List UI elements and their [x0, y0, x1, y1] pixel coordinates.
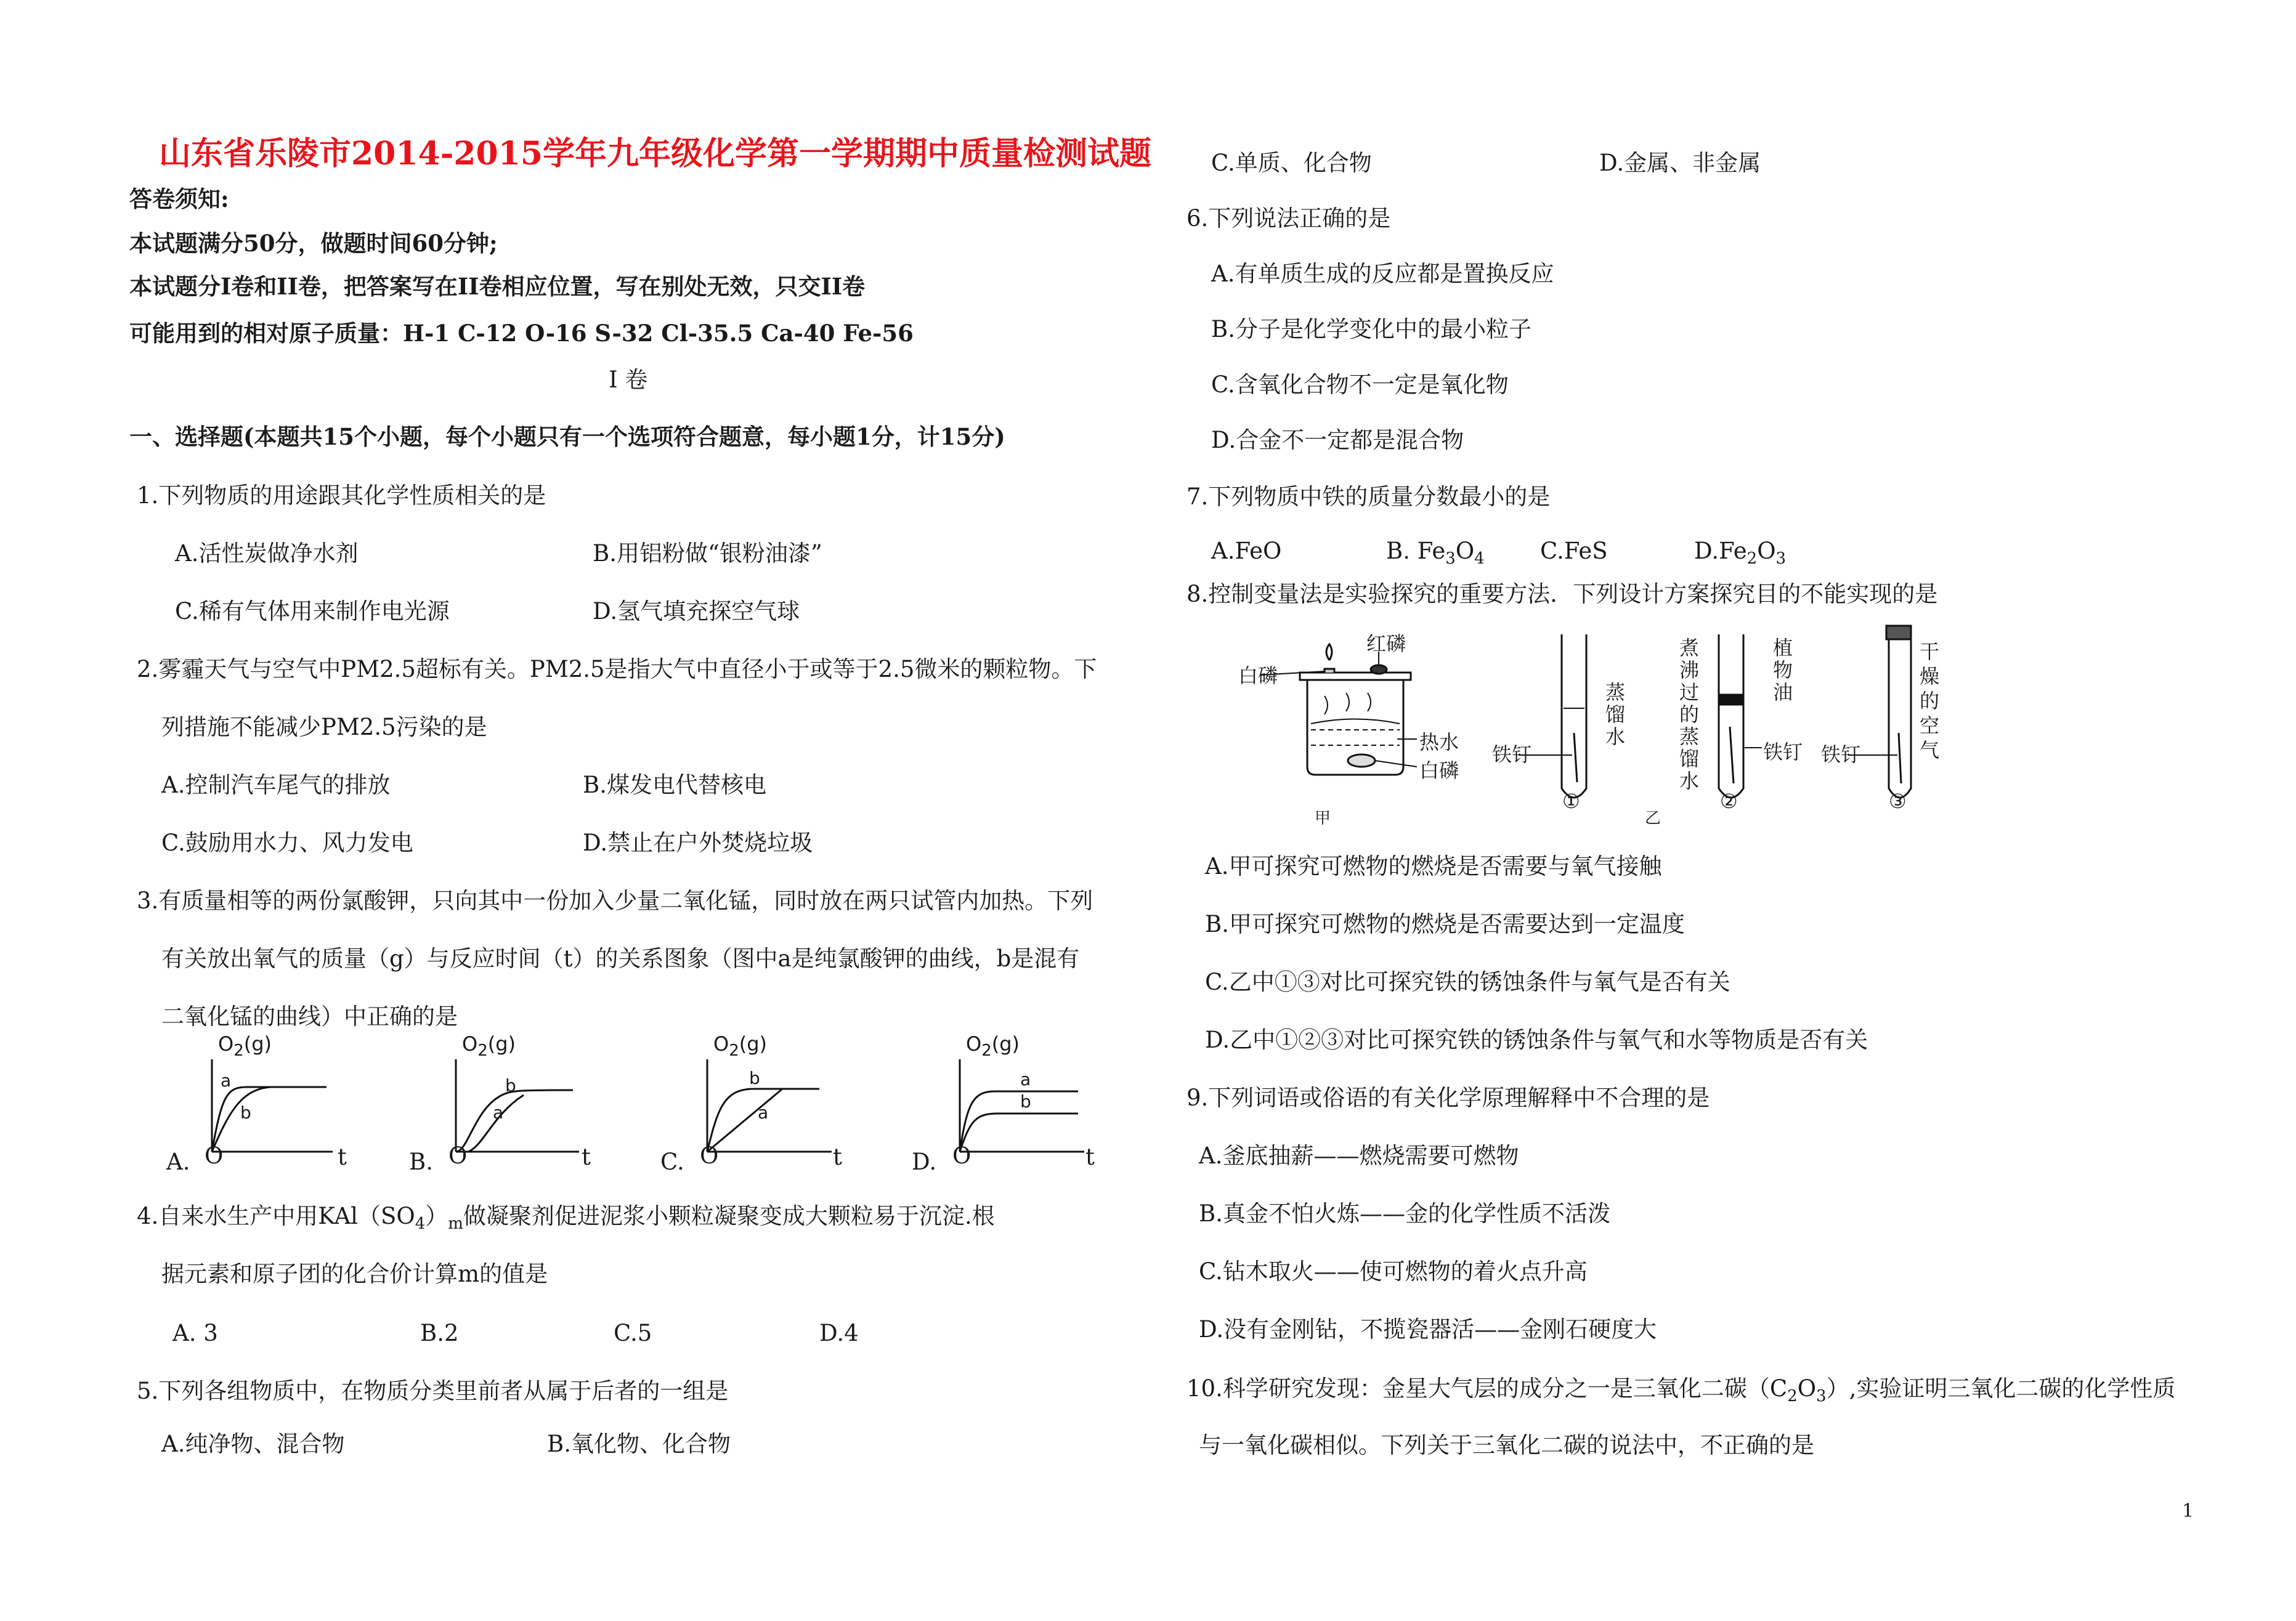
graph-b-origin: O [448, 1142, 468, 1169]
graph-c [707, 1059, 832, 1152]
fig-label-white-p: 白磷 [1238, 664, 1278, 687]
graph-a-origin: O [205, 1142, 224, 1169]
graph-a-curve-top: a [221, 1070, 232, 1091]
graph-b-y-label: $O_2(g)$ [462, 1032, 516, 1060]
notice-line-1: 本试题满分50分，做题时间60分钟; [129, 230, 498, 257]
graph-a-x-label: t [338, 1144, 347, 1170]
q4-option-d: D.4 [819, 1320, 859, 1346]
graph-b-curve-top: b [505, 1075, 516, 1096]
q1-stem: 1.下列物质的用途跟其化学性质相关的是 [137, 482, 546, 509]
page-title: 山东省乐陵市2014-2015学年九年级化学第一学期期中质量检测试题 [159, 135, 1152, 172]
q1-option-c: C.稀有气体用来制作电光源 [175, 598, 450, 625]
q2-option-a: A.控制汽车尾气的排放 [161, 772, 391, 798]
graph-d-curve-top: a [1020, 1069, 1031, 1089]
q9-stem: 9.下列词语或俗语的有关化学原理解释中不合理的是 [1187, 1085, 1710, 1111]
q6-option-b: B.分子是化学变化中的最小粒子 [1211, 316, 1531, 342]
section-title: 一、选择题(本题共15个小题，每个小题只有一个选项符合题意，每小题1分，计15分) [129, 423, 1005, 450]
q9-option-a: A.釜底抽薪——燃烧需要可燃物 [1199, 1142, 1519, 1169]
q6-stem: 6.下列说法正确的是 [1187, 205, 1391, 232]
q4-stem-line1: 4.自来水生产中用$KAl(SO_4)_m$做凝聚剂促进泥浆小颗粒凝聚变成大颗粒易于沉淀.根 [137, 1203, 995, 1233]
part-title: I 卷 [609, 366, 648, 393]
fig-label-num-3: ③ [1889, 790, 1907, 813]
q10-stem-line2: 与一氧化碳相似。下列关于三氧化二碳的说法中，不正确的是 [1199, 1432, 1814, 1458]
fig-label-jia: 甲 [1315, 809, 1331, 828]
fig-label-nail-1: 铁钉 [1492, 743, 1532, 766]
q5-option-d: D.金属、非金属 [1599, 150, 1761, 176]
q4-option-a: A. 3 [172, 1320, 218, 1346]
notice-line-2: 本试题分I卷和II卷，把答案写在II卷相应位置，写在别处无效，只交II卷 [129, 273, 866, 300]
graph-d-origin: O [952, 1142, 972, 1169]
q5-option-a: A.纯净物、混合物 [161, 1431, 345, 1457]
page-number: 1 [2182, 1500, 2194, 1522]
tube-2 [1719, 634, 1762, 798]
fig-label-num-2: ② [1720, 790, 1738, 813]
graph-b [456, 1059, 579, 1152]
notice-line-3: 可能用到的相对原子质量：H-1 C-12 O-16 S-32 Cl-35.5 Ca-40 Fe-56 [129, 320, 914, 347]
graph-b-option: B. [409, 1149, 433, 1175]
fig-label-red-p: 红磷 [1366, 632, 1406, 655]
q7-stem: 7.下列物质中铁的质量分数最小的是 [1187, 483, 1551, 510]
q4-stem-line2: 据元素和原子团的化合价计算m的值是 [161, 1261, 548, 1287]
graph-b-x-label: t [582, 1144, 591, 1170]
q2-stem-line2: 列措施不能减少PM2.5污染的是 [161, 714, 487, 740]
q4-option-c: C.5 [614, 1320, 652, 1346]
q1-option-d: D.氢气填充探空气球 [593, 598, 800, 625]
graph-c-y-label: $O_2(g)$ [713, 1032, 768, 1060]
graph-d-option: D. [912, 1149, 937, 1175]
q2-option-d: D.禁止在户外焚烧垃圾 [583, 830, 813, 856]
fig-label-hot-water: 热水 [1419, 730, 1459, 754]
fig-label-boiled-water: 煮 沸 过 的 蒸 馏 水 [1679, 636, 1700, 793]
q9-option-b: B.真金不怕火炼——金的化学性质不活泼 [1199, 1200, 1610, 1227]
graph-d-curve-bottom: b [1020, 1091, 1031, 1112]
q7-option-a: A.FeO [1211, 538, 1282, 564]
beaker-jia [1260, 644, 1417, 775]
graph-c-origin: O [700, 1142, 719, 1169]
q6-option-a: A.有单质生成的反应都是置换反应 [1211, 261, 1554, 287]
q5-stem: 5.下列各组物质中，在物质分类里前者从属于后者的一组是 [137, 1378, 729, 1404]
q8-stem: 8.控制变量法是实验探究的重要方法．下列设计方案探究目的不能实现的是 [1187, 581, 1938, 607]
q8-option-a: A.甲可探究可燃物的燃烧是否需要与氧气接触 [1205, 853, 1662, 879]
q6-option-d: D.合金不一定都是混合物 [1211, 427, 1464, 453]
graph-a-y-label: $O_2(g)$ [218, 1032, 272, 1060]
tube-1 [1519, 634, 1586, 798]
graph-c-x-label: t [833, 1144, 842, 1170]
fig-label-white-p-2: 白磷 [1419, 759, 1459, 782]
tube-3 [1848, 626, 1911, 798]
q5-option-c: C.单质、化合物 [1211, 150, 1372, 176]
q3-stem-line3: 二氧化锰的曲线）中正确的是 [161, 1003, 458, 1030]
fig-label-num-1: ① [1562, 790, 1580, 813]
fig-label-nail-2: 铁钉 [1763, 740, 1803, 764]
q2-option-b: B.煤发电代替核电 [583, 772, 766, 798]
q1-option-a: A.活性炭做净水剂 [175, 540, 359, 567]
q3-stem-line1: 3.有质量相等的两份氯酸钾，只向其中一份加入少量二氧化锰，同时放在两只试管内加热。下列 [137, 887, 1093, 914]
q3-stem-line2: 有关放出氧气的质量（g）与反应时间（t）的关系图象（图中a是纯氯酸钾的曲线，b是混有 [161, 945, 1080, 972]
fig-label-nail-3: 铁钉 [1821, 743, 1861, 766]
graph-d-x-label: t [1085, 1144, 1095, 1170]
q9-option-c: C.钻木取火——使可燃物的着火点升高 [1199, 1258, 1588, 1285]
q2-stem-line1: 2.雾霾天气与空气中PM2.5超标有关。PM2.5是指大气中直径小于或等于2.5微米的颗粒物。下 [137, 656, 1097, 682]
graph-d-y-label: $O_2(g)$ [966, 1032, 1020, 1060]
graph-a-curve-bottom: b [240, 1102, 251, 1123]
graph-a-option: A. [166, 1149, 190, 1175]
notice-label: 答卷须知: [129, 185, 229, 212]
graph-b-curve-bottom: a [493, 1102, 504, 1123]
graph-c-curve-top: b [749, 1068, 760, 1088]
q7-option-c: C.FeS [1540, 538, 1608, 564]
q10-stem-line1: 10.科学研究发现：金星大气层的成分之一是三氧化二碳$(C_2O_3)$,实验证明三氧化二碳的化学性质 [1187, 1375, 2176, 1405]
fig-label-yi: 乙 [1645, 809, 1661, 828]
q7-option-d: $D.Fe_2O_3$ [1694, 538, 1787, 568]
q2-option-c: C.鼓励用水力、风力发电 [161, 830, 413, 856]
q4-option-b: B.2 [420, 1320, 459, 1346]
graph-c-curve-bottom: a [758, 1102, 769, 1123]
q5-option-b: B.氧化物、化合物 [547, 1431, 731, 1457]
q8-option-d: D.乙中①②③对比可探究铁的锈蚀条件与氧气和水等物质是否有关 [1205, 1027, 1868, 1053]
q8-option-c: C.乙中①③对比可探究铁的锈蚀条件与氧气是否有关 [1205, 969, 1730, 995]
fig-label-dry-air: 干 燥 的 空 气 [1920, 640, 1940, 762]
fig-label-oil: 植 物 油 [1773, 636, 1793, 704]
q9-option-d: D.没有金刚钻，不揽瓷器活——金刚石硬度大 [1199, 1316, 1657, 1343]
q7-option-b: B. $Fe_3O_4$ [1386, 538, 1485, 568]
q1-option-b: B.用铝粉做“银粉油漆” [593, 540, 822, 567]
q8-option-b: B.甲可探究可燃物的燃烧是否需要达到一定温度 [1205, 911, 1685, 937]
fig-label-water-1: 蒸 馏 水 [1605, 681, 1626, 748]
graph-c-option: C. [660, 1149, 684, 1175]
q6-option-c: C.含氧化合物不一定是氧化物 [1211, 371, 1509, 398]
